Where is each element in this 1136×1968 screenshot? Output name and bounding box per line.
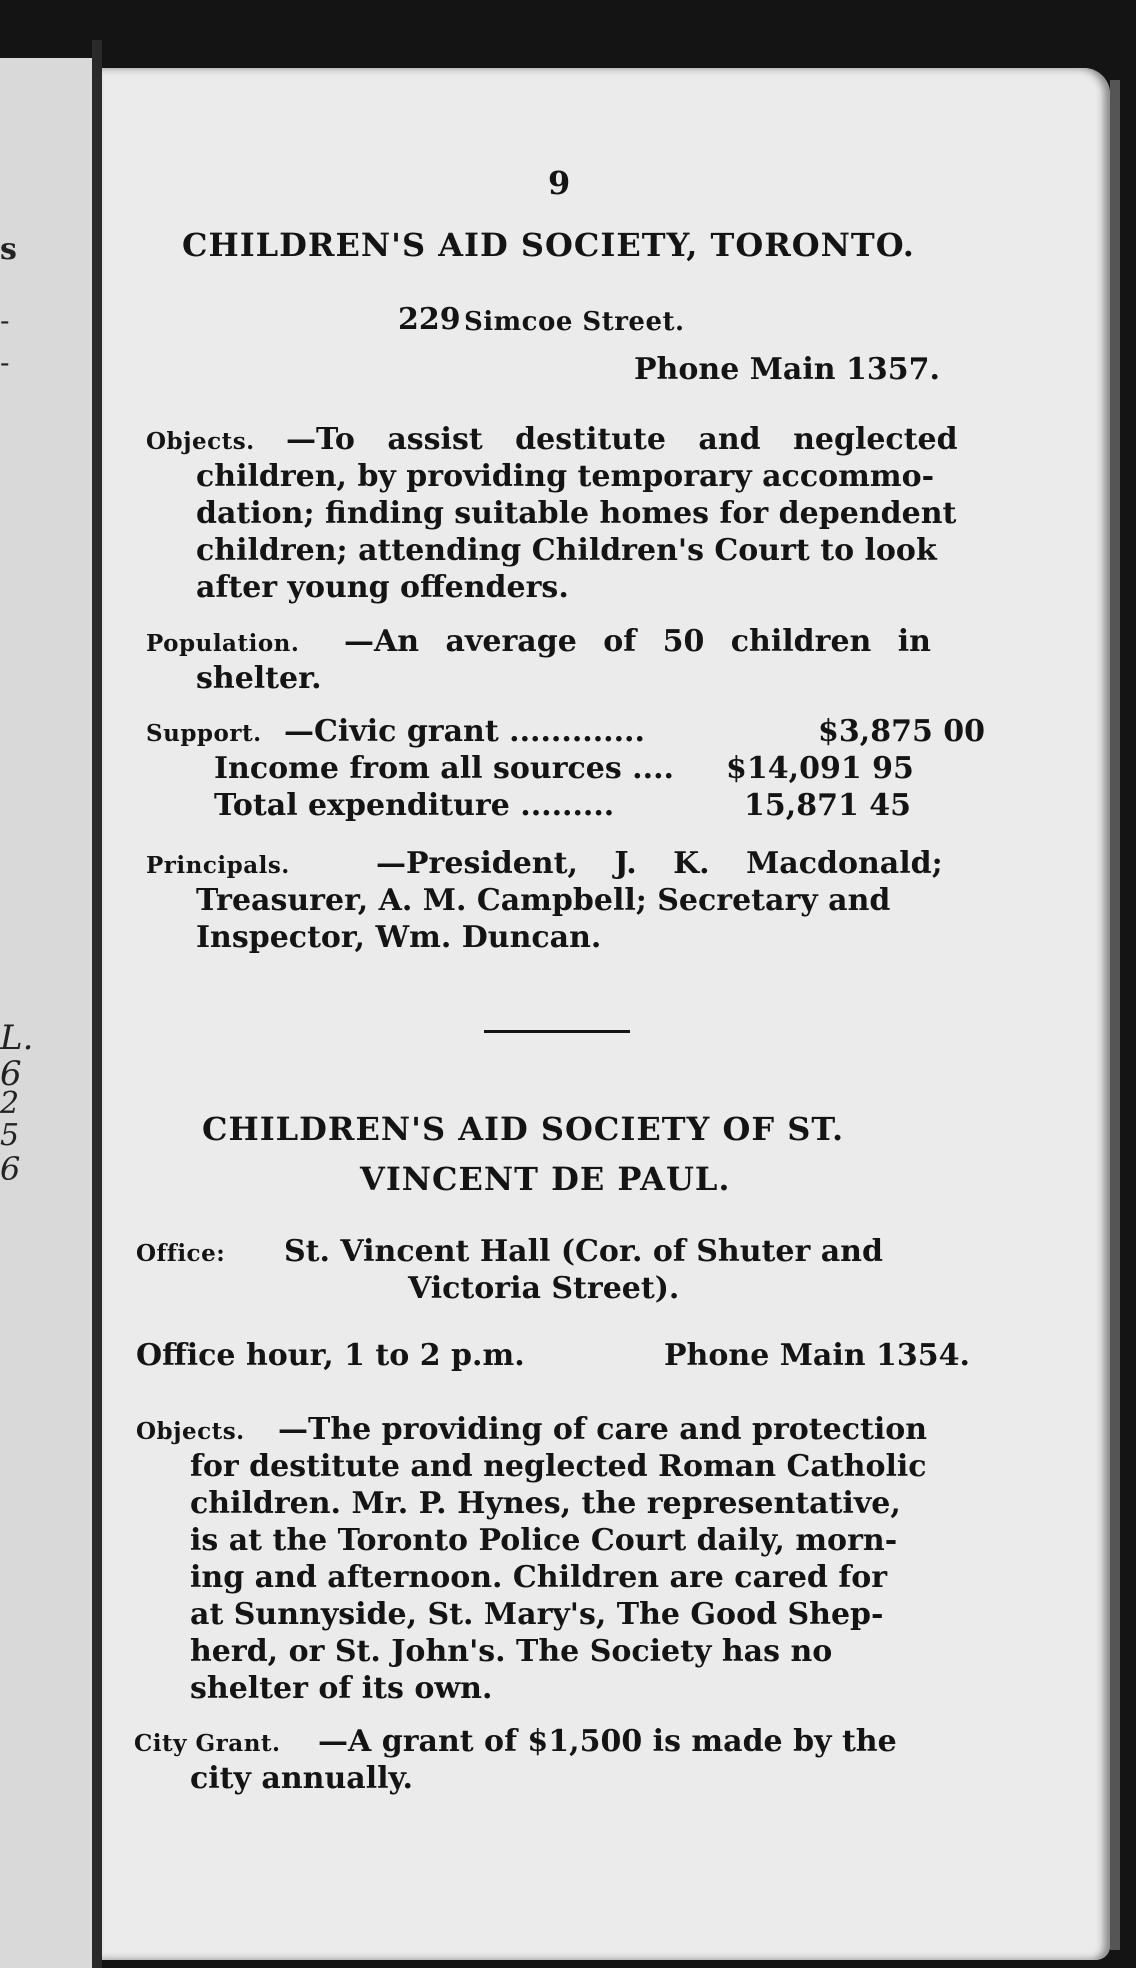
support-row-label: Income from all sources .... — [214, 751, 674, 786]
objects-line: is at the Toronto Police Court daily, morn- — [190, 1523, 898, 1558]
principals-line: Inspector, Wm. Duncan. — [196, 920, 602, 955]
book-gutter — [92, 40, 102, 1968]
margin-fragment: - — [0, 346, 10, 379]
principals-line: —President, J. K. Macdonald; — [376, 846, 943, 881]
city-grant-line: —A grant of $1,500 is made by the — [318, 1724, 897, 1759]
margin-fragment: - — [0, 304, 10, 337]
address-number: 229 — [398, 302, 461, 337]
objects-line: ing and afternoon. Children are cared for — [190, 1560, 888, 1595]
margin-fragment: L. — [0, 1018, 34, 1058]
support-row-label: —Civic grant ............. — [284, 714, 645, 749]
margin-fragment: 2 — [0, 1086, 20, 1121]
population-label: Population. — [146, 630, 300, 657]
page-number: 9 — [548, 164, 571, 202]
office-line: Victoria Street). — [408, 1271, 680, 1306]
objects-label: Objects. — [146, 428, 255, 455]
objects-line: dation; finding suitable homes for dependent — [196, 496, 957, 531]
objects-line: for destitute and neglected Roman Catholic — [190, 1449, 927, 1484]
phone: Phone Main 1357. — [634, 352, 940, 387]
support-label: Support. — [146, 720, 262, 747]
population-line: shelter. — [196, 661, 322, 696]
section-title: CHILDREN'S AID SOCIETY OF ST. — [202, 1110, 845, 1148]
office-line: St. Vincent Hall (Cor. of Shuter and — [284, 1234, 883, 1269]
office-hour: Office hour, 1 to 2 p.m. — [136, 1338, 525, 1373]
objects-line: children, by providing temporary accommo- — [196, 459, 935, 494]
objects-line: after young offenders. — [196, 570, 569, 605]
margin-fragment: 6 — [0, 1150, 21, 1188]
principals-line: Treasurer, A. M. Campbell; Secretary and — [196, 883, 891, 918]
phone: Phone Main 1354. — [664, 1338, 970, 1373]
objects-label: Objects. — [136, 1418, 245, 1445]
city-grant-label: City Grant. — [134, 1730, 281, 1757]
section-title: VINCENT DE PAUL. — [360, 1160, 731, 1198]
objects-line: —To assist destitute and neglected — [286, 422, 958, 457]
support-row-label: Total expenditure ......... — [214, 788, 615, 823]
support-row-amount: $14,091 95 — [726, 751, 914, 786]
section-title: CHILDREN'S AID SOCIETY, TORONTO. — [182, 226, 915, 264]
margin-fragment: s — [0, 232, 17, 267]
office-label: Office: — [136, 1240, 226, 1267]
objects-line: herd, or St. John's. The Society has no — [190, 1634, 833, 1669]
address-street: Simcoe Street. — [464, 307, 685, 337]
objects-line: children; attending Children's Court to look — [196, 533, 937, 568]
page-edge-shadow — [1110, 80, 1120, 1950]
support-row-amount: 15,871 45 — [744, 788, 912, 823]
objects-line: —The providing of care and protection — [278, 1412, 928, 1447]
support-row-amount: $3,875 00 — [818, 714, 986, 749]
objects-line: shelter of its own. — [190, 1671, 493, 1706]
section-divider — [484, 1030, 630, 1033]
margin-fragment: 5 — [0, 1118, 20, 1153]
objects-line: children. Mr. P. Hynes, the representative, — [190, 1486, 901, 1521]
facing-page — [0, 58, 102, 1968]
city-grant-line: city annually. — [190, 1761, 413, 1796]
principals-label: Principals. — [146, 852, 290, 879]
objects-line: at Sunnyside, St. Mary's, The Good Shep- — [190, 1597, 884, 1632]
population-line: —An average of 50 children in — [344, 624, 931, 659]
margin-fragment: 6 — [0, 1054, 22, 1094]
